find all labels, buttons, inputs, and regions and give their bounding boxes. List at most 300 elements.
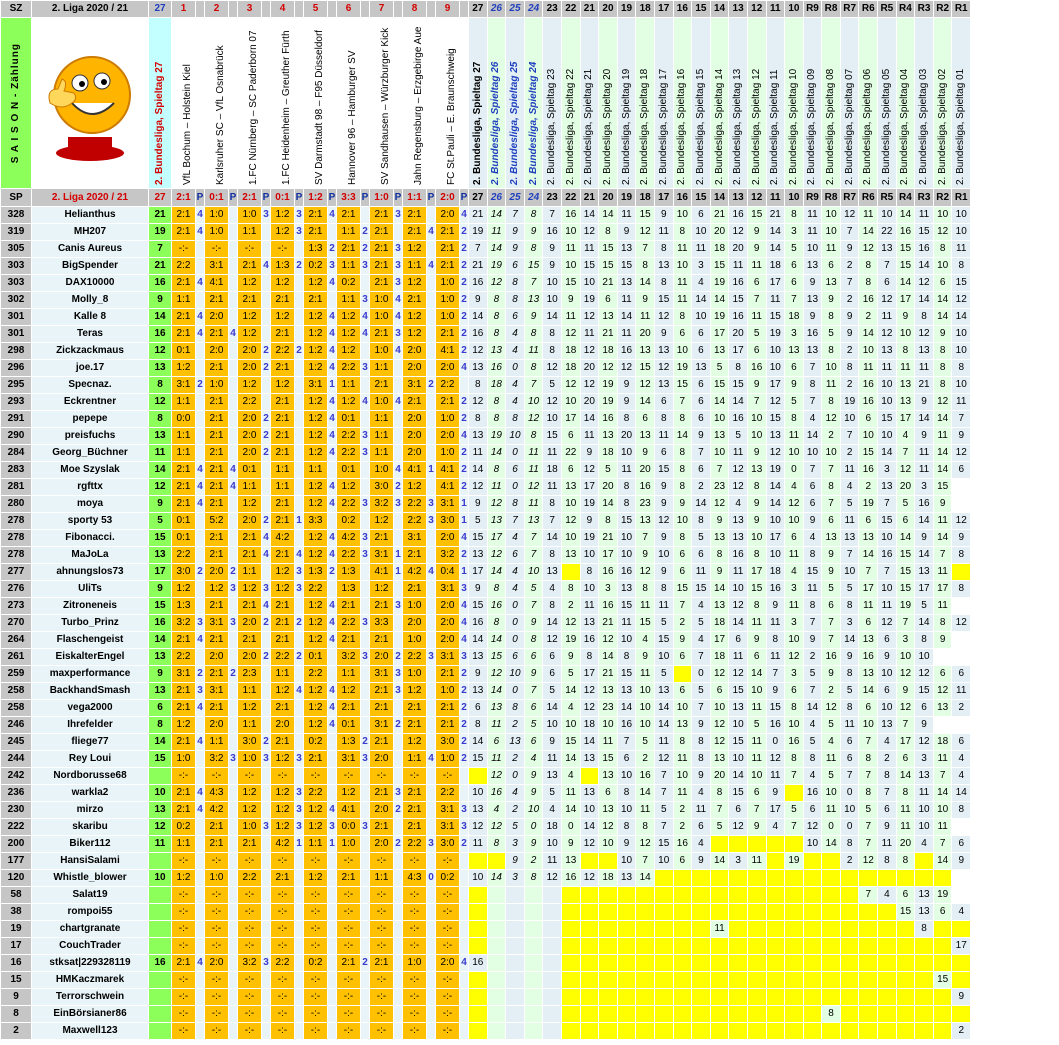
tip-points xyxy=(427,972,435,988)
history-cell: 0 xyxy=(506,598,524,614)
history-cell xyxy=(488,938,506,954)
tip-points xyxy=(262,326,270,342)
history-cell: 18 xyxy=(543,819,561,835)
history-cell: 8 xyxy=(674,309,692,325)
history-cell xyxy=(841,1023,859,1039)
spieltag-number-2: 23 xyxy=(543,189,561,206)
history-cell: 12 xyxy=(897,666,915,682)
history-cell: 9 xyxy=(767,598,785,614)
tip-cell: 2:1 xyxy=(436,666,459,682)
tip-points: 2 xyxy=(460,734,468,750)
history-cell: 17 xyxy=(952,938,970,954)
history-cell: 8 xyxy=(674,411,692,427)
history-cell: 9 xyxy=(897,309,915,325)
spieltag-number: 12 xyxy=(748,1,766,17)
tip-points: 3 xyxy=(427,496,435,512)
player-name: HansiSalami xyxy=(32,853,148,869)
history-cell xyxy=(804,853,822,869)
spieltag-number: 22 xyxy=(562,1,580,17)
history-cell xyxy=(785,904,803,920)
history-cell: 14 xyxy=(488,445,506,461)
tip-points: 3 xyxy=(361,428,369,444)
history-cell: 15 xyxy=(711,258,729,274)
history-cell: 15 xyxy=(618,598,636,614)
history-cell: 8 xyxy=(822,394,840,410)
history-cell: 2 xyxy=(692,479,710,495)
history-cell: 13 xyxy=(618,581,636,597)
season-total: 258 xyxy=(1,700,31,716)
tip-cell: -:- xyxy=(337,853,360,869)
history-cell: 5 xyxy=(748,326,766,342)
spieltag-label xyxy=(934,18,952,188)
history-cell xyxy=(618,938,636,954)
history-cell: 10 xyxy=(469,870,487,886)
history-cell: 5 xyxy=(692,530,710,546)
tip-cell: 2:1 xyxy=(271,445,294,461)
history-cell: 6 xyxy=(878,802,896,818)
tip-cell: -:- xyxy=(370,1006,393,1022)
spieltag-points: 14 xyxy=(149,462,171,478)
tip-points: 3 xyxy=(262,581,270,597)
tip-points: 4 xyxy=(394,462,402,478)
tip-points xyxy=(427,632,435,648)
tip-cell: 2:1 xyxy=(304,292,327,308)
history-cell: 13 xyxy=(878,479,896,495)
tip-points xyxy=(361,768,369,784)
tip-cell: 4:2 xyxy=(205,802,228,818)
tip-cell: 1:2 xyxy=(271,309,294,325)
liga-title: 2. Liga 2020 / 21 xyxy=(32,1,148,17)
table-row xyxy=(1,224,970,240)
history-cell xyxy=(562,938,580,954)
tip-cell: 1:0 xyxy=(403,666,426,682)
history-cell: 14 xyxy=(469,734,487,750)
history-cell: 13 xyxy=(506,734,524,750)
p-header: P xyxy=(229,189,237,206)
history-cell: 11 xyxy=(729,649,747,665)
tip-points xyxy=(196,530,204,546)
history-cell: 12 xyxy=(488,496,506,512)
history-cell: 19 xyxy=(674,360,692,376)
tip-points xyxy=(196,1006,204,1022)
history-cell: 11 xyxy=(711,921,729,937)
tip-points: 3 xyxy=(229,751,237,767)
tip-points xyxy=(295,632,303,648)
match-result: 3:3 xyxy=(337,189,360,206)
tip-cell: 1:2 xyxy=(304,360,327,376)
match-number: 1 xyxy=(172,1,195,17)
history-cell: 12 xyxy=(636,377,654,393)
history-cell: 9 xyxy=(952,989,970,1005)
tip-points xyxy=(427,547,435,563)
history-cell: 9 xyxy=(655,496,673,512)
tip-cell: 1:2 xyxy=(271,751,294,767)
history-cell: 11 xyxy=(692,564,710,580)
history-cell: 6 xyxy=(525,734,543,750)
history-cell: 18 xyxy=(543,462,561,478)
tip-points xyxy=(328,989,336,1005)
tip-points xyxy=(262,224,270,240)
spieltag-text: 2. Bundesliga, Spieltag 07 xyxy=(843,68,855,185)
history-cell: 8 xyxy=(525,870,543,886)
history-cell: 6 xyxy=(506,462,524,478)
tip-cell: 2:2 xyxy=(271,649,294,665)
history-cell: 13 xyxy=(748,462,766,478)
table-row xyxy=(1,700,970,716)
history-cell: 22 xyxy=(562,445,580,461)
tip-cell: 1:2 xyxy=(337,683,360,699)
history-cell: 10 xyxy=(934,802,952,818)
spieltag-text: 2. Bundesliga, Spieltag 08 xyxy=(825,68,837,185)
table-row xyxy=(1,598,970,614)
spieltag-label xyxy=(859,18,877,188)
tip-cell: 2:2 xyxy=(172,258,195,274)
history-cell: 2 xyxy=(841,445,859,461)
history-cell: 9 xyxy=(469,581,487,597)
history-cell: 12 xyxy=(655,513,673,529)
history-cell: 15 xyxy=(729,377,747,393)
tip-cell: 1:0 xyxy=(205,377,228,393)
history-cell: 15 xyxy=(599,241,617,257)
tip-cell: -:- xyxy=(172,241,195,257)
history-cell: 8 xyxy=(859,275,877,291)
history-cell: 8 xyxy=(915,309,933,325)
player-name: Flaschengeist xyxy=(32,632,148,648)
season-total: 120 xyxy=(1,870,31,886)
history-cell: 13 xyxy=(711,530,729,546)
tip-points xyxy=(394,1023,402,1039)
spieltag-points: 16 xyxy=(149,615,171,631)
history-cell xyxy=(822,921,840,937)
tip-points xyxy=(460,938,468,954)
spieltag-text: 2. Bundesliga, Spieltag 05 xyxy=(880,68,892,185)
tip-cell: -:- xyxy=(271,972,294,988)
tip-cell: 1:2 xyxy=(304,428,327,444)
history-cell: 12 xyxy=(767,751,785,767)
spieltag-label xyxy=(674,18,692,188)
table-row xyxy=(1,836,970,852)
history-cell: 8 xyxy=(711,547,729,563)
tip-cell: 1:0 xyxy=(403,632,426,648)
tip-cell: 3:1 xyxy=(436,802,459,818)
history-cell: 6 xyxy=(692,326,710,342)
history-cell: 14 xyxy=(767,241,785,257)
tip-points xyxy=(196,1023,204,1039)
history-cell: 8 xyxy=(618,785,636,801)
spieltag-points: 16 xyxy=(149,955,171,971)
history-cell: 11 xyxy=(748,309,766,325)
history-cell xyxy=(915,955,933,971)
history-cell: 10 xyxy=(674,768,692,784)
tip-cell: -:- xyxy=(436,1006,459,1022)
history-cell xyxy=(525,921,543,937)
tip-cell: 0:1 xyxy=(172,513,195,529)
history-cell: 12 xyxy=(581,700,599,716)
history-cell: 8 xyxy=(469,717,487,733)
history-cell: 19 xyxy=(488,428,506,444)
season-total: 15 xyxy=(1,972,31,988)
history-cell: 11 xyxy=(525,496,543,512)
history-cell: 15 xyxy=(674,377,692,393)
history-cell xyxy=(506,938,524,954)
history-cell: 14 xyxy=(599,496,617,512)
tip-points xyxy=(427,955,435,971)
tip-cell: 3:1 xyxy=(436,581,459,597)
history-cell xyxy=(785,938,803,954)
history-cell: 10 xyxy=(655,547,673,563)
tip-cell: 3:1 xyxy=(370,547,393,563)
tip-cell: -:- xyxy=(403,989,426,1005)
history-cell: 8 xyxy=(636,819,654,835)
history-cell: 10 xyxy=(636,717,654,733)
history-cell: 11 xyxy=(952,241,970,257)
tip-points: 4 xyxy=(328,598,336,614)
history-cell: 18 xyxy=(599,445,617,461)
history-cell xyxy=(711,836,729,852)
table-row xyxy=(1,496,970,512)
tip-cell: 1:2 xyxy=(304,717,327,733)
tip-cell: 2:2 xyxy=(271,343,294,359)
history-cell: 6 xyxy=(897,513,915,529)
tip-cell: 1:2 xyxy=(238,700,261,716)
history-cell: 15 xyxy=(581,258,599,274)
history-cell: 8 xyxy=(897,785,915,801)
history-cell xyxy=(636,904,654,920)
tip-cell: 1:2 xyxy=(403,734,426,750)
history-cell: 7 xyxy=(822,496,840,512)
history-cell: 10 xyxy=(525,394,543,410)
history-cell xyxy=(841,989,859,1005)
spieltag-text: 2. Bundesliga, Spieltag 17 xyxy=(657,68,669,185)
history-cell: 10 xyxy=(934,207,952,223)
spieltag-label xyxy=(711,18,729,188)
history-cell: 11 xyxy=(543,445,561,461)
history-cell: 3 xyxy=(915,479,933,495)
match-name: 1.FC Nürnberg – SC Paderborn 07 xyxy=(248,30,259,185)
table-row xyxy=(1,343,970,359)
history-cell: 8 xyxy=(488,615,506,631)
history-cell: 13 xyxy=(897,377,915,393)
tip-points: 3 xyxy=(361,649,369,665)
history-cell: 7 xyxy=(859,564,877,580)
history-cell xyxy=(674,972,692,988)
tip-points: 2 xyxy=(328,241,336,257)
tip-cell: 1:2 xyxy=(304,683,327,699)
tip-points xyxy=(196,292,204,308)
tip-cell: 1:2 xyxy=(370,513,393,529)
history-cell: 11 xyxy=(822,802,840,818)
history-cell: 6 xyxy=(804,802,822,818)
history-cell xyxy=(897,938,915,954)
history-cell: 8 xyxy=(543,326,561,342)
history-cell: 20 xyxy=(599,479,617,495)
history-cell: 15 xyxy=(599,751,617,767)
tip-cell: 2:1 xyxy=(370,734,393,750)
history-cell xyxy=(674,1006,692,1022)
history-cell: 15 xyxy=(636,207,654,223)
tip-cell: 1:1 xyxy=(271,462,294,478)
tip-cell: 2:1 xyxy=(172,683,195,699)
tip-points: 4 xyxy=(196,462,204,478)
history-cell: 16 xyxy=(785,734,803,750)
tip-points xyxy=(394,938,402,954)
tip-cell: 2:1 xyxy=(205,530,228,546)
history-cell: 13 xyxy=(488,343,506,359)
history-cell xyxy=(897,921,915,937)
history-cell xyxy=(859,972,877,988)
tip-cell: -:- xyxy=(403,938,426,954)
tip-points: 4 xyxy=(361,394,369,410)
history-cell xyxy=(804,1023,822,1039)
history-cell xyxy=(506,955,524,971)
spieltag-points: 11 xyxy=(149,836,171,852)
history-cell: 6 xyxy=(543,649,561,665)
history-cell: 6 xyxy=(952,462,970,478)
history-cell: 5 xyxy=(655,615,673,631)
history-cell: 6 xyxy=(674,564,692,580)
tip-cell: 1:2 xyxy=(403,241,426,257)
tip-cell: 2:1 xyxy=(370,598,393,614)
history-cell: 11 xyxy=(525,343,543,359)
history-cell: 20 xyxy=(729,326,747,342)
history-cell: 12 xyxy=(767,445,785,461)
history-cell: 15 xyxy=(897,904,915,920)
history-cell: 14 xyxy=(655,700,673,716)
history-cell xyxy=(859,1006,877,1022)
history-cell: 16 xyxy=(488,785,506,801)
history-cell: 14 xyxy=(581,207,599,223)
history-cell: 6 xyxy=(618,751,636,767)
history-cell: 5 xyxy=(859,802,877,818)
tip-points: 4 xyxy=(295,683,303,699)
history-cell: 11 xyxy=(748,751,766,767)
tip-points xyxy=(361,462,369,478)
tip-points: 3 xyxy=(361,819,369,835)
spieltag-number-2: R2 xyxy=(934,189,952,206)
match-result: 1:1 xyxy=(403,189,426,206)
history-cell: 13 xyxy=(915,564,933,580)
history-cell xyxy=(599,1006,617,1022)
history-cell: 5 xyxy=(915,598,933,614)
tip-cell: -:- xyxy=(370,768,393,784)
tip-points: 3 xyxy=(394,207,402,223)
history-cell: 2 xyxy=(674,615,692,631)
history-cell: 8 xyxy=(525,360,543,376)
tip-points xyxy=(394,751,402,767)
spieltag-points xyxy=(149,853,171,869)
tip-cell: 1:2 xyxy=(337,309,360,325)
tip-cell: -:- xyxy=(436,989,459,1005)
tip-cell: 1:2 xyxy=(238,496,261,512)
tip-cell: 4:3 xyxy=(403,870,426,886)
history-cell xyxy=(599,989,617,1005)
history-cell: 16 xyxy=(915,241,933,257)
history-cell xyxy=(729,1006,747,1022)
history-cell: 7 xyxy=(692,700,710,716)
tip-cell: 3:1 xyxy=(370,666,393,682)
history-cell: 7 xyxy=(822,632,840,648)
match-name: SV Darmstadt 98 – F95 Düsseldorf xyxy=(314,29,325,185)
tip-points xyxy=(229,887,237,903)
history-cell: 14 xyxy=(562,802,580,818)
history-cell: 6 xyxy=(562,462,580,478)
history-cell xyxy=(581,887,599,903)
history-cell: 7 xyxy=(785,292,803,308)
tip-cell: 2:1 xyxy=(337,700,360,716)
tip-points: 1 xyxy=(460,513,468,529)
history-cell: 6 xyxy=(543,666,561,682)
spieltag-number-2: R1 xyxy=(952,189,970,206)
history-cell xyxy=(562,1023,580,1039)
history-cell: 16 xyxy=(488,360,506,376)
history-cell: 0 xyxy=(841,785,859,801)
tip-cell: 4:1 xyxy=(370,564,393,580)
history-cell: 15 xyxy=(618,258,636,274)
tip-cell: 2:0 xyxy=(205,649,228,665)
history-cell: 8 xyxy=(934,343,952,359)
history-cell xyxy=(952,972,970,988)
tip-cell: -:- xyxy=(337,768,360,784)
tip-cell: 3:0 xyxy=(238,734,261,750)
tip-points: 4 xyxy=(328,683,336,699)
tip-points: 2 xyxy=(460,241,468,257)
spieltag-text: 2. Bundesliga, Spieltag 21 xyxy=(583,68,595,185)
history-cell: 4 xyxy=(506,343,524,359)
tip-points xyxy=(295,1023,303,1039)
tip-cell: 2:1 xyxy=(238,530,261,546)
history-cell: 9 xyxy=(822,547,840,563)
tip-points: 3 xyxy=(262,207,270,223)
history-cell: 9 xyxy=(804,513,822,529)
tip-cell: -:- xyxy=(172,1023,195,1039)
history-cell xyxy=(692,938,710,954)
tip-cell: 2:2 xyxy=(172,547,195,563)
table-row xyxy=(1,462,970,478)
player-name: BackhandSmash xyxy=(32,683,148,699)
tip-cell: 2:0 xyxy=(238,615,261,631)
tip-cell: 2:1 xyxy=(436,326,459,342)
history-cell: 15 xyxy=(618,513,636,529)
history-cell: 10 xyxy=(822,785,840,801)
history-cell xyxy=(878,921,896,937)
tip-points xyxy=(394,955,402,971)
history-cell: 14 xyxy=(915,547,933,563)
tip-points: 4 xyxy=(328,700,336,716)
history-cell: 5 xyxy=(841,581,859,597)
tip-cell: 2:0 xyxy=(370,649,393,665)
tip-points xyxy=(427,241,435,257)
tip-points xyxy=(361,207,369,223)
tip-points: 2 xyxy=(262,411,270,427)
tip-points: 3 xyxy=(394,683,402,699)
tip-cell: 2:1 xyxy=(205,360,228,376)
tip-points: 2 xyxy=(262,428,270,444)
match-result: 1:0 xyxy=(370,189,393,206)
tip-points xyxy=(427,819,435,835)
history-cell: 16 xyxy=(804,785,822,801)
history-cell: 18 xyxy=(934,734,952,750)
spieltag-number: 24 xyxy=(525,1,543,17)
tip-cell: 1:2 xyxy=(304,870,327,886)
history-cell: 14 xyxy=(934,292,952,308)
history-cell: 9 xyxy=(767,683,785,699)
tip-points: 2 xyxy=(394,479,402,495)
tip-points xyxy=(295,377,303,393)
spieltag-number-2: R4 xyxy=(897,189,915,206)
tip-points xyxy=(328,1023,336,1039)
tip-points xyxy=(427,411,435,427)
history-cell: 7 xyxy=(748,394,766,410)
